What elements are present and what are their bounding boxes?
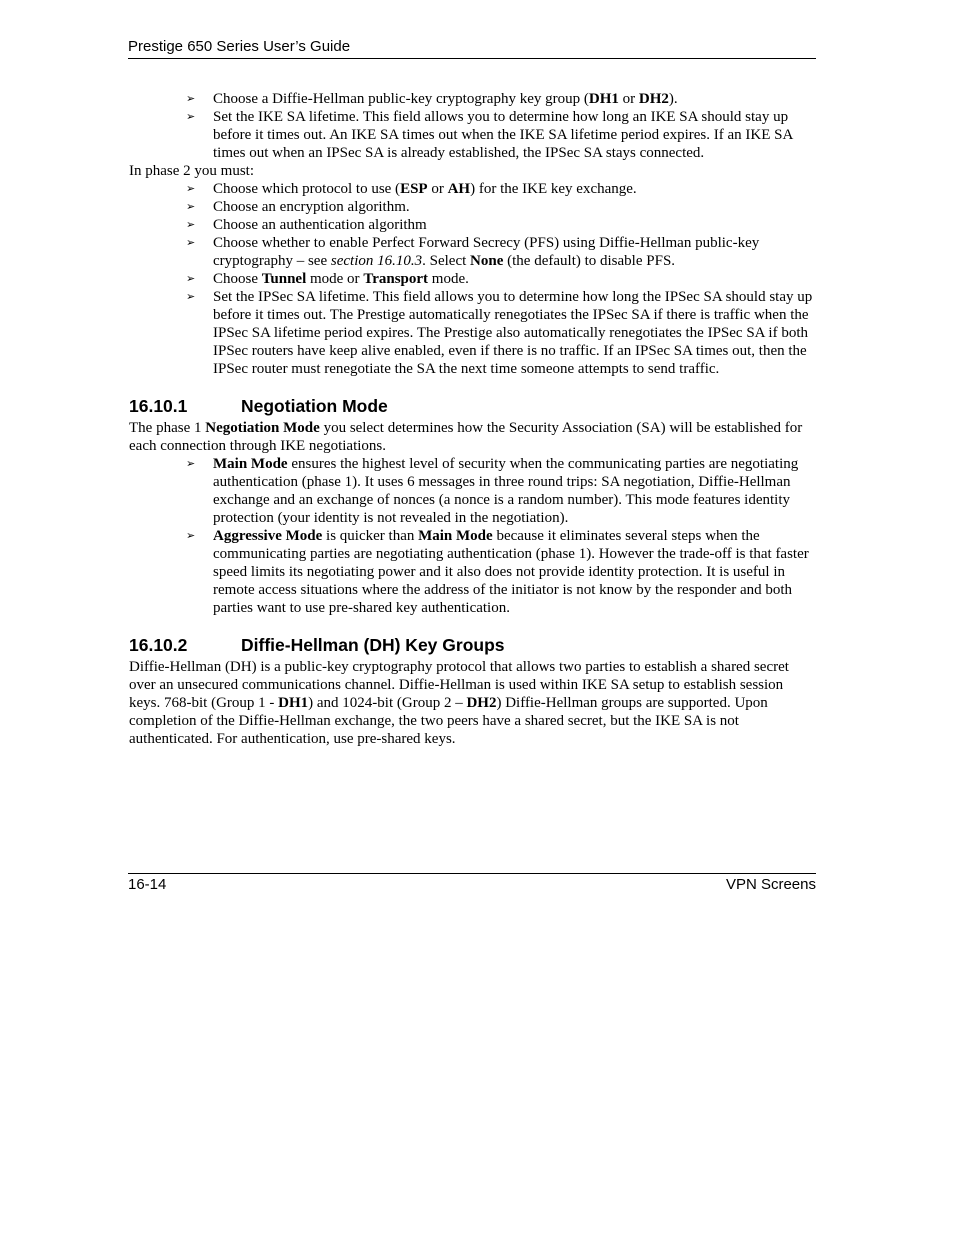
text-run: ) Diffie-Hellman groups are supported. Upon completion of the Diffie-Hellman exchange, the two peers have a shared secret, but the IKE SA is not authenticated. For authentication, use pre-shared keys. xyxy=(129,695,768,747)
phase1-list xyxy=(129,90,817,162)
text-run: or xyxy=(427,181,448,197)
chapter-name: VPN Screens xyxy=(725,876,816,893)
phase2-intro: In phase 2 you must: xyxy=(129,163,254,179)
arrow-bullet-icon: ➢ xyxy=(186,290,196,303)
bold-term: Negotiation Mode xyxy=(205,420,320,436)
list-item xyxy=(186,288,817,378)
list-item xyxy=(186,527,817,617)
text-run: ensures the highest level of security when the communicating parties are negotiating authentication (phase 1). It uses 6 messages in three round trips: SA negotiation, Diffie-Hellman exchange and an exchange of nonces (a nonce is a random number). This mode features identity protection (your identity is not revealed in the negotiation). xyxy=(213,456,799,526)
text-run: Diffie-Hellman (DH) is a public-key cryptography protocol that allows two parties to establish a shared secret over an unsecured communications channel. Diffie-Hellman is used within IKE SA setup to establish session keys. 768-bit (Group 1 - xyxy=(129,659,789,711)
text-run: (the default) to disable PFS. xyxy=(503,253,676,269)
text-run: Choose xyxy=(213,271,262,287)
text-run: mode. xyxy=(428,271,469,287)
text-run: Choose whether to enable Perfect Forward Secrecy (PFS) using Diffie-Hellman public-key cryptography – see xyxy=(213,235,760,269)
bold-term: DH2 xyxy=(466,695,497,711)
running-header xyxy=(128,37,816,59)
list-item xyxy=(186,90,817,108)
page-content xyxy=(129,90,817,748)
text-run: or xyxy=(618,91,639,107)
text-run: ) for the IKE key exchange. xyxy=(470,181,637,197)
list-item xyxy=(186,234,817,270)
arrow-bullet-icon: ➢ xyxy=(186,529,196,542)
text-run: Choose which protocol to use ( xyxy=(213,181,401,197)
text-run: Choose an authentication algorithm xyxy=(213,217,427,233)
negotiation-mode-intro xyxy=(129,419,817,455)
text-run: mode or xyxy=(306,271,364,287)
text-run: because it eliminates several steps when the communicating parties are negotiating authentication (phase 1). However the trade-off is that faster speed limits its negotiating power and it also does not provide identity protection. It is useful in remote access situations where the address of the initiator is not know by the responder and both parties want to use pre-shared key authentication. xyxy=(213,528,809,616)
text-run: The phase 1 xyxy=(129,420,206,436)
section-heading-dh-key-groups xyxy=(129,634,817,656)
list-item xyxy=(186,270,817,288)
text-run: you select determines how the Security Association (SA) will be established for each connection through IKE negotiations. xyxy=(129,420,803,454)
list-item xyxy=(186,198,817,216)
negotiation-mode-list xyxy=(129,455,817,617)
header-title: Prestige 650 Series User’s Guide xyxy=(128,38,351,55)
list-item xyxy=(186,108,817,162)
running-footer xyxy=(128,873,816,895)
dh-key-groups-paragraph xyxy=(129,658,817,748)
arrow-bullet-icon: ➢ xyxy=(186,218,196,231)
arrow-bullet-icon: ➢ xyxy=(186,272,196,285)
arrow-bullet-icon: ➢ xyxy=(186,182,196,195)
bold-term: AH xyxy=(447,181,471,197)
section-title: Negotiation Mode xyxy=(241,396,388,416)
section-heading-negotiation-mode xyxy=(129,395,817,417)
text-run: ) and 1024-bit (Group 2 – xyxy=(308,695,467,711)
arrow-bullet-icon: ➢ xyxy=(186,110,196,123)
bold-term: DH2 xyxy=(638,91,669,107)
list-item xyxy=(186,216,817,234)
section-number: 16.10.2 xyxy=(129,635,188,655)
section-number: 16.10.1 xyxy=(129,396,188,416)
bold-term: Transport xyxy=(363,271,429,287)
text-run: Set the IKE SA lifetime. This field allows you to determine how long an IKE SA should stay up before it times out. An IKE SA times out when the IKE SA lifetime period expires. If an IKE SA times out when an IPSec SA is already established, the IPSec SA stays connected. xyxy=(213,109,793,161)
arrow-bullet-icon: ➢ xyxy=(186,92,196,105)
bold-term: Main Mode xyxy=(213,456,288,472)
text-run: . Select xyxy=(422,253,471,269)
text-run: is quicker than xyxy=(322,528,419,544)
phase2-list xyxy=(129,180,817,378)
bold-term: Tunnel xyxy=(261,271,307,287)
text-run: ). xyxy=(668,91,678,107)
page-number: 16-14 xyxy=(128,876,167,893)
bold-term: None xyxy=(470,253,504,269)
list-item xyxy=(186,455,817,527)
arrow-bullet-icon: ➢ xyxy=(186,457,196,470)
bold-term: Main Mode xyxy=(418,528,493,544)
arrow-bullet-icon: ➢ xyxy=(186,200,196,213)
bold-term: DH1 xyxy=(278,695,309,711)
bold-term: DH1 xyxy=(588,91,619,107)
arrow-bullet-icon: ➢ xyxy=(186,236,196,249)
italic-reference: section 16.10.3 xyxy=(330,253,423,269)
text-run: Set the IPSec SA lifetime. This field allows you to determine how long the IPSec SA should stay up before it times out. The Prestige automatically renegotiates the IPSec SA if there is traffic when the IPSec SA lifetime period expires. The Prestige also automatically renegotiates the IPSec SA if both IPSec routers have keep alive enabled, even if there is no traffic. If an IPSec SA times out, then the IPSec router must renegotiate the SA the next time someone attempts to send traffic. xyxy=(213,289,813,377)
bold-term: Aggressive Mode xyxy=(213,528,323,544)
text-run: Choose a Diffie-Hellman public-key cryptography key group ( xyxy=(213,91,589,107)
bold-term: ESP xyxy=(400,181,428,197)
list-item xyxy=(186,180,817,198)
section-title: Diffie-Hellman (DH) Key Groups xyxy=(241,635,505,655)
text-run: Choose an encryption algorithm. xyxy=(213,199,410,215)
